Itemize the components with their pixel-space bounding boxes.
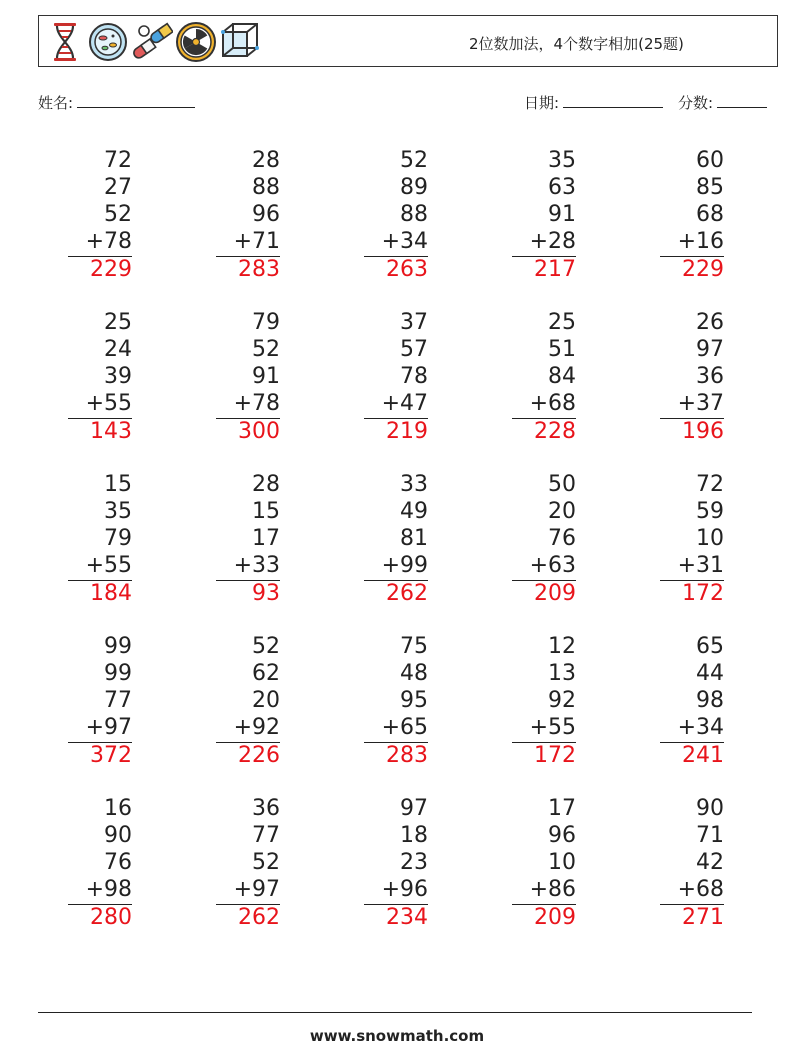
addition-problem	[660, 795, 724, 932]
last-addend: +98	[85, 877, 132, 902]
score-label: 分数:	[678, 94, 714, 112]
addition-problem	[216, 633, 280, 770]
addition-problem	[660, 471, 724, 608]
last-addend: +68	[677, 877, 724, 902]
addend: 60	[696, 148, 724, 173]
date-field[interactable]	[524, 92, 663, 113]
cube-icon	[219, 20, 261, 64]
addition-problem	[512, 147, 576, 284]
addend: 65	[696, 634, 724, 659]
addition-problem	[216, 309, 280, 446]
addend: 91	[252, 364, 280, 389]
addend: 88	[400, 202, 428, 227]
answer: 219	[386, 419, 428, 444]
addend: 99	[104, 634, 132, 659]
addend: 96	[548, 823, 576, 848]
footer-url: www.snowmath.com	[309, 1027, 485, 1045]
answer: 283	[386, 743, 428, 768]
last-addend: +68	[529, 391, 576, 416]
addend: 27	[104, 175, 132, 200]
addition-problem	[364, 795, 428, 932]
addend: 15	[252, 499, 280, 524]
addend: 59	[696, 499, 724, 524]
dna-icon	[45, 20, 85, 64]
answer: 229	[90, 257, 132, 282]
addend: 18	[400, 823, 428, 848]
addend: 20	[252, 688, 280, 713]
last-addend: +33	[233, 553, 280, 578]
addend: 92	[548, 688, 576, 713]
addition-problem	[216, 795, 280, 932]
addition-problem	[364, 633, 428, 770]
addend: 89	[400, 175, 428, 200]
addend: 81	[400, 526, 428, 551]
last-addend: +63	[529, 553, 576, 578]
last-addend: +28	[529, 229, 576, 254]
addition-problem	[364, 309, 428, 446]
date-blank[interactable]	[563, 93, 663, 108]
addend: 26	[696, 310, 724, 335]
answer: 143	[90, 419, 132, 444]
last-addend: +97	[85, 715, 132, 740]
last-addend: +99	[381, 553, 428, 578]
name-label: 姓名:	[38, 94, 74, 112]
addend: 76	[548, 526, 576, 551]
addend: 52	[400, 148, 428, 173]
last-addend: +96	[381, 877, 428, 902]
addend: 79	[104, 526, 132, 551]
answer: 263	[386, 257, 428, 282]
addition-problem	[512, 471, 576, 608]
addend: 85	[696, 175, 724, 200]
addend: 97	[696, 337, 724, 362]
addend: 25	[104, 310, 132, 335]
last-addend: +55	[85, 553, 132, 578]
addend: 63	[548, 175, 576, 200]
answer: 217	[534, 257, 576, 282]
addend: 10	[548, 850, 576, 875]
addend: 39	[104, 364, 132, 389]
addition-problem	[660, 309, 724, 446]
addend: 52	[104, 202, 132, 227]
last-addend: +97	[233, 877, 280, 902]
last-addend: +78	[233, 391, 280, 416]
addend: 52	[252, 634, 280, 659]
answer: 241	[682, 743, 724, 768]
addend: 36	[252, 796, 280, 821]
score-blank[interactable]	[717, 93, 767, 108]
addition-problem	[660, 633, 724, 770]
last-addend: +16	[677, 229, 724, 254]
answer: 300	[238, 419, 280, 444]
addend: 95	[400, 688, 428, 713]
addend: 49	[400, 499, 428, 524]
addend: 72	[696, 472, 724, 497]
addend: 72	[104, 148, 132, 173]
addend: 57	[400, 337, 428, 362]
answer: 234	[386, 905, 428, 930]
last-addend: +34	[677, 715, 724, 740]
answer: 229	[682, 257, 724, 282]
addition-problem	[512, 795, 576, 932]
addend: 44	[696, 661, 724, 686]
last-addend: +34	[381, 229, 428, 254]
addend: 78	[400, 364, 428, 389]
last-addend: +65	[381, 715, 428, 740]
addend: 15	[104, 472, 132, 497]
addend: 52	[252, 850, 280, 875]
answer: 271	[682, 905, 724, 930]
addend: 79	[252, 310, 280, 335]
addend: 51	[548, 337, 576, 362]
answer: 184	[90, 581, 132, 606]
score-field[interactable]	[678, 92, 767, 113]
addend: 52	[252, 337, 280, 362]
addend: 77	[252, 823, 280, 848]
addend: 28	[252, 472, 280, 497]
answer: 209	[534, 905, 576, 930]
addend: 20	[548, 499, 576, 524]
addend: 71	[696, 823, 724, 848]
addend: 17	[252, 526, 280, 551]
addend: 16	[104, 796, 132, 821]
name-blank[interactable]	[77, 93, 195, 108]
addend: 35	[548, 148, 576, 173]
last-addend: +55	[85, 391, 132, 416]
addition-problem	[660, 147, 724, 284]
last-addend: +37	[677, 391, 724, 416]
addend: 23	[400, 850, 428, 875]
answer: 172	[682, 581, 724, 606]
addend: 36	[696, 364, 724, 389]
last-addend: +55	[529, 715, 576, 740]
last-addend: +31	[677, 553, 724, 578]
addend: 28	[252, 148, 280, 173]
addend: 75	[400, 634, 428, 659]
addend: 13	[548, 661, 576, 686]
answer: 228	[534, 419, 576, 444]
addend: 42	[696, 850, 724, 875]
addend: 84	[548, 364, 576, 389]
answer: 262	[238, 905, 280, 930]
answer: 226	[238, 743, 280, 768]
addition-problem	[68, 471, 132, 608]
last-addend: +78	[85, 229, 132, 254]
pills-icon	[131, 20, 173, 64]
addend: 77	[104, 688, 132, 713]
addition-problem	[364, 471, 428, 608]
worksheet-title: 2位数加法，4个数字相加(25题)	[469, 35, 684, 53]
addition-problem	[68, 795, 132, 932]
answer: 262	[386, 581, 428, 606]
answer: 372	[90, 743, 132, 768]
addend: 96	[252, 202, 280, 227]
last-addend: +92	[233, 715, 280, 740]
worksheet-header	[38, 15, 778, 67]
addend: 62	[252, 661, 280, 686]
answer: 172	[534, 743, 576, 768]
addition-problem	[68, 309, 132, 446]
last-addend: +47	[381, 391, 428, 416]
addition-problem	[512, 633, 576, 770]
addend: 24	[104, 337, 132, 362]
addend: 76	[104, 850, 132, 875]
addend: 98	[696, 688, 724, 713]
addend: 10	[696, 526, 724, 551]
petri-dish-icon	[87, 20, 129, 64]
answer: 196	[682, 419, 724, 444]
addition-problem	[68, 147, 132, 284]
addend: 97	[400, 796, 428, 821]
addition-problem	[512, 309, 576, 446]
last-addend: +86	[529, 877, 576, 902]
addend: 33	[400, 472, 428, 497]
addition-problem	[216, 147, 280, 284]
addend: 91	[548, 202, 576, 227]
addend: 35	[104, 499, 132, 524]
addend: 90	[696, 796, 724, 821]
date-label: 日期:	[524, 94, 560, 112]
addition-problem	[364, 147, 428, 284]
addend: 88	[252, 175, 280, 200]
addend: 99	[104, 661, 132, 686]
addend: 12	[548, 634, 576, 659]
answer: 280	[90, 905, 132, 930]
footer-divider	[38, 1012, 752, 1013]
name-field[interactable]	[38, 92, 195, 113]
addition-problem	[68, 633, 132, 770]
addend: 90	[104, 823, 132, 848]
addend: 68	[696, 202, 724, 227]
addend: 17	[548, 796, 576, 821]
addition-problem	[216, 471, 280, 608]
addend: 48	[400, 661, 428, 686]
addend: 25	[548, 310, 576, 335]
header-icons	[45, 20, 261, 64]
radiation-icon	[175, 20, 217, 64]
addend: 50	[548, 472, 576, 497]
answer: 93	[252, 581, 280, 606]
answer: 283	[238, 257, 280, 282]
addend: 37	[400, 310, 428, 335]
answer: 209	[534, 581, 576, 606]
last-addend: +71	[233, 229, 280, 254]
